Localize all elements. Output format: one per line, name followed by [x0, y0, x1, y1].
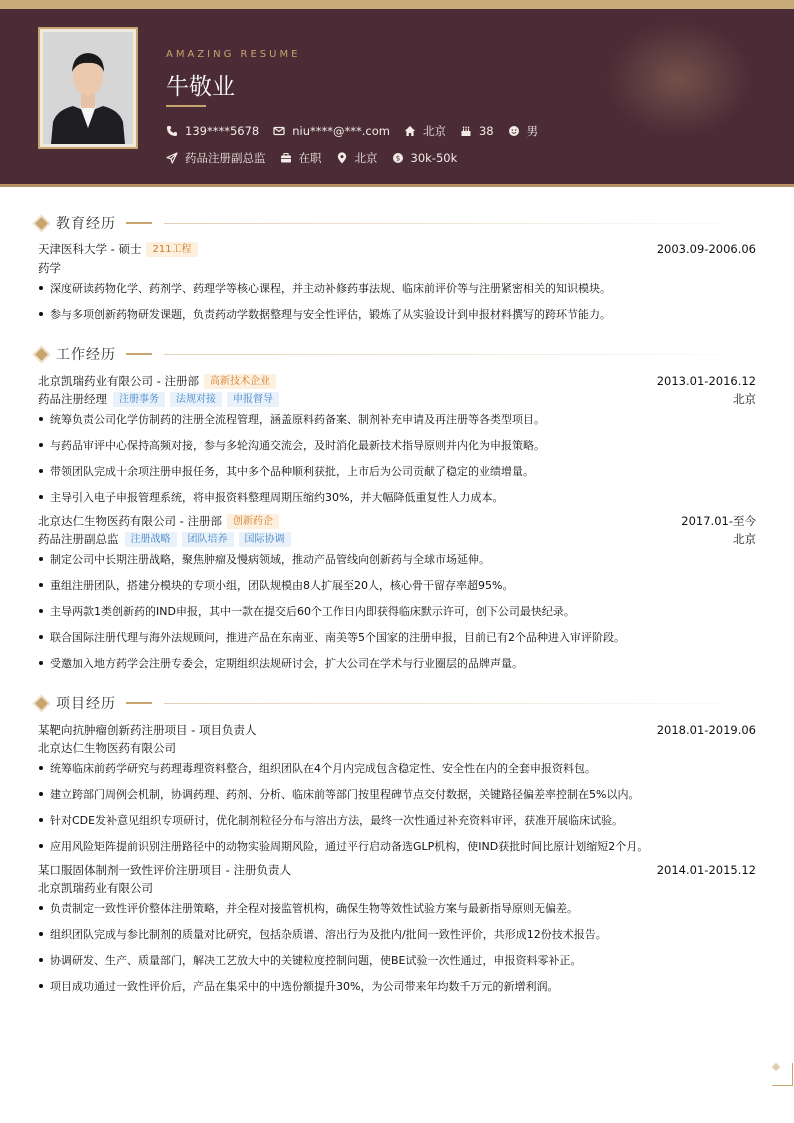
- send-icon: [166, 152, 178, 164]
- project-period: 2018.01-2019.06: [656, 723, 756, 737]
- school-tag: 211工程: [146, 242, 197, 257]
- email-address: niu****@***.com: [292, 124, 390, 138]
- skill-tag: 注册事务: [113, 392, 165, 407]
- section-title-text: 工作经历: [56, 347, 116, 363]
- bullet-text: 组织团队完成与参比制剂的质量对比研究，包括杂质谱、溶出行为及批内/批间一致性评价，共形成12份技术报告。: [50, 928, 607, 941]
- bullet-dot: [39, 984, 43, 988]
- briefcase-icon: [280, 152, 292, 164]
- candidate-name: 牛敬业: [166, 74, 235, 100]
- bullet-dot: [39, 286, 43, 290]
- education-section-title: [35, 213, 719, 233]
- list-item: [38, 577, 756, 593]
- project-entry-header: [38, 862, 756, 878]
- target-position-text: 药品注册副总监: [185, 151, 266, 165]
- job-intent-row: [166, 150, 471, 166]
- project-org-line: [38, 740, 756, 756]
- phone-item: [166, 124, 259, 138]
- section-divider: [164, 223, 719, 224]
- work-period: 2017.01-至今: [681, 514, 756, 528]
- bullet-text: 应用风险矩阵提前识别注册路径中的动物实验周期风险，通过平行启动备选GLP机构，使IND获批时间比原计划缩短2个月。: [50, 840, 649, 853]
- company-name: 北京达仁生物医药有限公司 - 注册部: [38, 514, 222, 528]
- project-name: 某靶向抗肿瘤创新药注册项目 - 项目负责人: [38, 723, 257, 737]
- school-degree: 天津医科大学 - 硕士: [38, 242, 142, 256]
- email-icon: [273, 125, 285, 137]
- list-item: [38, 463, 756, 479]
- list-item: [38, 306, 756, 322]
- section-diamond-icon: [35, 217, 48, 230]
- name-underline: [166, 105, 206, 107]
- bullet-dot: [39, 932, 43, 936]
- bullet-text: 统筹负责公司化学仿制药的注册全流程管理，涵盖原料药备案、制剂补充申请及再注册等各类型项目。: [50, 413, 545, 426]
- bullet-text: 统筹临床前药学研究与药理毒理资料整合，组织团队在4个月内完成包含稳定性、安全性在内的全套申报资料包。: [50, 762, 596, 775]
- education-entry-header: [38, 241, 756, 257]
- education-period: 2003.09-2006.06: [656, 242, 756, 256]
- bullet-text: 参与多项创新药物研发课题，负责药动学数据整理与安全性评估，锻炼了从实验设计到申报材料撰写的跨环节能力。: [50, 308, 611, 321]
- section-dash: [126, 353, 152, 355]
- age-text: 38: [478, 124, 494, 138]
- phone-icon: [166, 125, 178, 137]
- list-item: [38, 926, 756, 942]
- work-city: 北京: [733, 532, 756, 546]
- profile-photo: [43, 32, 133, 144]
- skill-tag: 申报督导: [227, 392, 279, 407]
- list-item: [38, 760, 756, 776]
- target-city-item: [336, 150, 378, 166]
- location-text: 北京: [422, 124, 446, 138]
- projects-section-title: [35, 693, 719, 713]
- work-entry-header: [38, 373, 756, 389]
- bullet-text: 主导两款1类创新药的IND申报，其中一款在提交后60个工作日内即获得临床默示许可，创下公司最快纪录。: [50, 605, 575, 618]
- job-title: 药品注册副总监: [38, 532, 119, 546]
- list-item: [38, 489, 756, 505]
- bullet-text: 建立跨部门周例会机制，协调药理、药剂、分析、临床前等部门按里程碑节点交付数据，关键路径偏差率控制在5%以内。: [50, 788, 640, 801]
- project-org-line: [38, 880, 756, 896]
- contact-info-row: [166, 123, 552, 139]
- status-item: [280, 150, 322, 166]
- gender-text: 男: [526, 124, 539, 138]
- target-position-item: [166, 150, 266, 166]
- bullet-dot: [39, 609, 43, 613]
- bullet-dot: [39, 818, 43, 822]
- section-dash: [126, 222, 152, 224]
- list-item: [38, 838, 756, 854]
- skill-tag: 法规对接: [170, 392, 222, 407]
- bullet-dot: [39, 958, 43, 962]
- section-divider: [164, 703, 719, 704]
- section-diamond-icon: [35, 697, 48, 710]
- map-pin-icon: [336, 152, 348, 164]
- work-entry-header: [38, 513, 756, 529]
- section-diamond-icon: [35, 348, 48, 361]
- project-name: 某口服固体制剂一致性评价注册项目 - 注册负责人: [38, 863, 291, 877]
- section-divider: [164, 354, 719, 355]
- list-item: [38, 603, 756, 619]
- project-entry-header: [38, 722, 756, 738]
- bullet-dot: [39, 312, 43, 316]
- profile-photo-frame: [38, 27, 138, 149]
- bullet-text: 深度研读药物化学、药剂学、药理学等核心课程，并主动补修药事法规、临床前评价等与注册紧密相关的知识模块。: [50, 282, 611, 295]
- resume-tagline: AMAZING RESUME: [166, 49, 301, 60]
- home-icon: [404, 125, 416, 137]
- list-item: [38, 786, 756, 802]
- list-item: [38, 437, 756, 453]
- bullet-dot: [39, 495, 43, 499]
- bullet-dot: [39, 635, 43, 639]
- bullet-dot: [39, 583, 43, 587]
- top-accent-bar: [0, 0, 794, 9]
- bullet-dot: [39, 557, 43, 561]
- skill-tag: 团队培养: [182, 532, 234, 547]
- project-org: 北京凯瑞药业有限公司: [38, 881, 153, 895]
- bullet-text: 与药品审评中心保持高频对接，参与多轮沟通交流会，及时消化最新技术指导原则并内化为申报策略。: [50, 439, 545, 452]
- bullet-text: 针对CDE发补意见组织专项研讨，优化制剂粒径分布与溶出方法，最终一次性通过补充资料审评，获准开展临床试验。: [50, 814, 624, 827]
- work-city: 北京: [733, 392, 756, 406]
- salary-text: 30k-50k: [410, 151, 458, 165]
- svg-text:$: $: [395, 154, 400, 163]
- location-item: [404, 123, 446, 139]
- bullet-dot: [39, 844, 43, 848]
- education-major: 药学: [38, 261, 61, 275]
- project-period: 2014.01-2015.12: [656, 863, 756, 877]
- email-item: [273, 124, 390, 138]
- section-title-text: 项目经历: [56, 696, 116, 712]
- education-major-line: [38, 260, 756, 276]
- status-text: 在职: [298, 151, 322, 165]
- bullet-text: 联合国际注册代理与海外法规顾问，推进产品在东南亚、南美等5个国家的注册申报，目前已有2个品种进入审评阶段。: [50, 631, 625, 644]
- bullet-text: 项目成功通过一致性评价后，产品在集采中的中选份额提升30%，为公司带来年均数千万元的新增利润。: [50, 980, 559, 993]
- list-item: [38, 629, 756, 645]
- money-icon: [392, 152, 404, 164]
- section-dash: [126, 702, 152, 704]
- company-tag: 高新技术企业: [204, 374, 276, 389]
- bullet-text: 协调研发、生产、质量部门，解决工艺放大中的关键粒度控制问题，使BE试验一次性通过，申报资料零补正。: [50, 954, 582, 967]
- gender-item: [508, 123, 539, 139]
- work-section-title: [35, 344, 719, 364]
- list-item: [38, 812, 756, 828]
- bullet-dot: [39, 417, 43, 421]
- section-title-text: 教育经历: [56, 216, 116, 232]
- cake-icon: [460, 125, 472, 137]
- list-item: [38, 655, 756, 671]
- header-bottom-rule: [0, 184, 794, 187]
- bullet-dot: [39, 792, 43, 796]
- skill-tag: 国际协调: [239, 532, 291, 547]
- bullet-text: 受邀加入地方药学会注册专委会，定期组织法规研讨会，扩大公司在学术与行业圈层的品牌声量。: [50, 657, 523, 670]
- phone-number: 139****5678: [185, 124, 260, 138]
- bullet-text: 负责制定一致性评价整体注册策略，并全程对接监管机构，确保生物等效性试验方案与最新指导原则无偏差。: [50, 902, 578, 915]
- list-item: [38, 978, 756, 994]
- bullet-dot: [39, 766, 43, 770]
- bullet-dot: [39, 443, 43, 447]
- resume-header: [0, 9, 794, 184]
- salary-item: [392, 151, 458, 165]
- work-role-line: [38, 391, 756, 407]
- bullet-text: 制定公司中长期注册战略，聚焦肿瘤及慢病领域，推动产品管线向创新药与全球市场延伸。: [50, 553, 490, 566]
- smiley-icon: [508, 125, 520, 137]
- work-role-line: [38, 531, 756, 547]
- skill-tag: 注册战略: [125, 532, 177, 547]
- list-item: [38, 280, 756, 296]
- company-name: 北京凯瑞药业有限公司 - 注册部: [38, 374, 199, 388]
- project-org: 北京达仁生物医药有限公司: [38, 741, 176, 755]
- company-tag: 创新药企: [227, 514, 279, 529]
- work-period: 2013.01-2016.12: [656, 374, 756, 388]
- bullet-dot: [39, 906, 43, 910]
- list-item: [38, 411, 756, 427]
- list-item: [38, 952, 756, 968]
- bullet-dot: [39, 469, 43, 473]
- bullet-text: 主导引入电子申报管理系统，将申报资料整理周期压缩约30%，并大幅降低重复性人力成本。: [50, 491, 504, 504]
- list-item: [38, 900, 756, 916]
- target-city-text: 北京: [354, 151, 378, 165]
- list-item: [38, 551, 756, 567]
- bullet-dot: [39, 661, 43, 665]
- bullet-text: 带领团队完成十余项注册申报任务，其中多个品种顺利获批，上市后为公司贡献了稳定的业绩增量。: [50, 465, 534, 478]
- job-title: 药品注册经理: [38, 392, 107, 406]
- age-item: [460, 124, 494, 138]
- bullet-text: 重组注册团队，搭建分模块的专项小组，团队规模由8人扩展至20人，核心骨干留存率超95%。: [50, 579, 514, 592]
